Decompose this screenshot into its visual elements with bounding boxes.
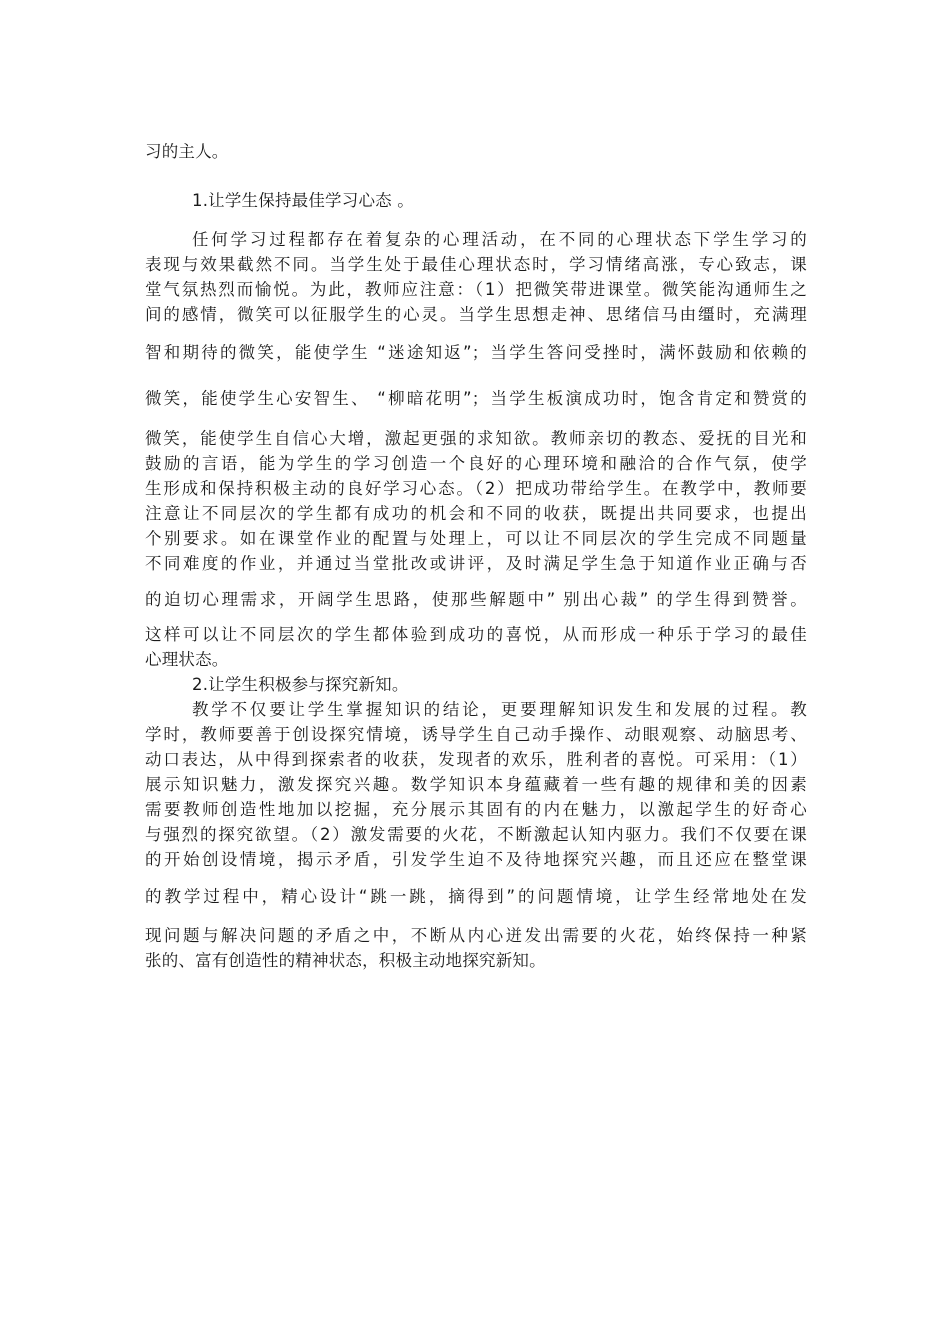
text-line: 的迫切心理需求，开阔学生思路，使那些解题中” 别出心裁” 的学生得到赞誉。 <box>145 590 807 609</box>
text-line: 这样可以让不同层次的学生都体验到成功的喜悦，从而形成一种乐于学习的最佳 <box>145 625 807 644</box>
text-line: 动口表达，从中得到探索者的收获，发现者的欢乐，胜利者的喜悦。可采用：（1） <box>145 750 807 769</box>
text-line: 任何学习过程都存在着复杂的心理活动，在不同的心理状态下学生学习的 <box>192 230 807 249</box>
text-line: 的开始创设情境，揭示矛盾，引发学生迫不及待地探究兴趣，而且还应在整堂课 <box>145 850 807 869</box>
section-heading: 1.让学生保持最佳学习心态 。 <box>192 191 414 210</box>
text-line: 与强烈的探究欲望。（2）激发需要的火花，不断激起认知内驱力。我们不仅要在课 <box>145 825 807 844</box>
text-line: 教学不仅要让学生掌握知识的结论，更要理解知识发生和发展的过程。教 <box>192 700 807 719</box>
text-line: 需要教师创造性地加以挖掘，充分展示其固有的内在魅力，以激起学生的好奇心 <box>145 800 807 819</box>
text-line: 智和期待的微笑，能使学生 “迷途知返”；当学生答问受挫时，满怀鼓励和依赖的 <box>145 343 807 362</box>
text-line: 学时，教师要善于创设探究情境，诱导学生自己动手操作、动眼观察、动脑思考、 <box>145 725 807 744</box>
text-line: 微笑，能使学生心安智生、 “柳暗花明”；当学生板演成功时，饱含肯定和赞赏的 <box>145 389 807 408</box>
text-line: 表现与效果截然不同。当学生处于最佳心理状态时，学习情绪高涨，专心致志，课 <box>145 255 807 274</box>
text-line: 不同难度的作业，并通过当堂批改或讲评，及时满足学生急于知道作业正确与否 <box>145 554 807 573</box>
text-line: 现问题与解决问题的矛盾之中，不断从内心迸发出需要的火花，始终保持一种紧 <box>145 926 807 945</box>
text-line: 心理状态。 <box>145 650 229 669</box>
text-line: 张的、富有创造性的精神状态，积极主动地探究新知。 <box>145 951 546 970</box>
text-line: 展示知识魅力，激发探究兴趣。数学知识本身蕴藏着一些有趣的规律和美的因素 <box>145 775 807 794</box>
section-heading: 2.让学生积极参与探究新知。 <box>192 675 409 694</box>
text-line: 的教学过程中，精心设计“跳一跳，摘得到”的问题情境，让学生经常地处在发 <box>145 887 807 906</box>
text-line: 生形成和保持积极主动的良好学习心态。（2）把成功带给学生。在教学中，教师要 <box>145 479 807 498</box>
text-line: 注意让不同层次的学生都有成功的机会和不同的收获，既提出共同要求，也提出 <box>145 504 807 523</box>
text-line: 个别要求。如在课堂作业的配置与处理上，可以让不同层次的学生完成不同题量 <box>145 529 807 548</box>
text-line: 堂气氛热烈而愉悦。为此，教师应注意：（1）把微笑带进课堂。微笑能沟通师生之 <box>145 280 807 299</box>
text-line: 间的感情，微笑可以征服学生的心灵。当学生思想走神、思绪信马由缰时，充满理 <box>145 305 807 324</box>
text-line: 鼓励的言语，能为学生的学习创造一个良好的心理环境和融洽的合作气氛，使学 <box>145 454 807 473</box>
text-line: 习的主人。 <box>145 142 229 161</box>
text-line: 微笑，能使学生自信心大增，激起更强的求知欲。教师亲切的教态、爱抚的目光和 <box>145 429 807 448</box>
